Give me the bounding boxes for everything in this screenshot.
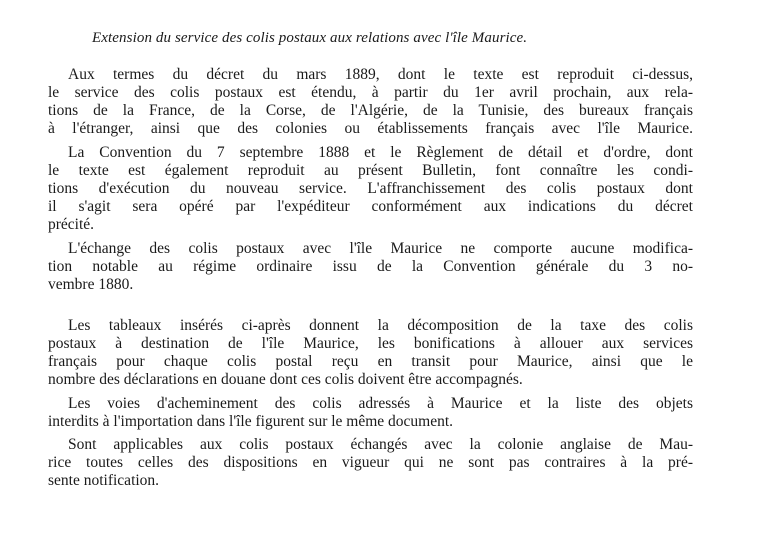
paragraph-applicable [48, 436, 693, 490]
paragraph-line: sente notification. [48, 472, 160, 489]
paragraph-line: le texte est également reproduit au présent Bulletin, font connaître les condi- [48, 162, 693, 179]
paragraph-line: vembre 1880. [48, 276, 134, 293]
paragraph-line: postaux à destination de l'île Maurice, les bonifications à allouer aux services [48, 335, 693, 352]
paragraph-line: nombre des déclarations en douane dont ces colis doivent être accompagnés. [48, 371, 523, 388]
paragraph-line: Aux termes du décret du mars 1889, dont le texte est reproduit ci-dessus, [68, 66, 693, 83]
paragraph-line: La Convention du 7 septembre 1888 et le Règlement de détail et d'ordre, dont [68, 144, 693, 161]
paragraph-line: français pour chaque colis postal reçu en transit pour Maurice, ainsi que le [48, 353, 693, 370]
paragraph-line: Les tableaux insérés ci-après donnent la décomposition de la taxe des colis [68, 317, 693, 334]
paragraph-line: tions de la France, de la Corse, de l'Algérie, de la Tunisie, des bureaux français [48, 102, 693, 119]
paragraph-convention [48, 144, 693, 234]
paragraph-tables [48, 317, 693, 389]
paragraph-line: il s'agit sera opéré par l'expéditeur conformément aux indications du décret [48, 198, 693, 215]
paragraph-routes [48, 395, 693, 431]
paragraph-line: Les voies d'acheminement des colis adressés à Maurice et la liste des objets [68, 395, 693, 412]
paragraph-line: Sont applicables aux colis postaux échangés avec la colonie anglaise de Mau- [68, 436, 693, 453]
paragraph-line: interdits à l'importation dans l'île figurent sur le même document. [48, 413, 454, 430]
paragraph-line: L'échange des colis postaux avec l'île Maurice ne comporte aucune modifica- [68, 240, 693, 257]
paragraph-line: le service des colis postaux est étendu, à partir du 1er avril prochain, aux rela- [48, 84, 693, 101]
paragraph-exchange [48, 240, 693, 294]
document-title: Extension du service des colis postaux aux relations avec l'île Maurice. [92, 30, 528, 46]
paragraph-line: précité. [48, 216, 95, 233]
paragraph-line: rice toutes celles des dispositions en vigueur qui ne sont pas contraires à la pré- [48, 454, 693, 471]
paragraph-line: tions d'exécution du nouveau service. L'affranchissement des colis postaux dont [48, 180, 693, 197]
paragraph-line: tion notable au régime ordinaire issu de la Convention générale du 3 no- [48, 258, 693, 275]
paragraph-decree [48, 66, 693, 138]
paragraph-line: à l'étranger, ainsi que des colonies ou établissements français avec l'île Maurice. [48, 120, 693, 137]
